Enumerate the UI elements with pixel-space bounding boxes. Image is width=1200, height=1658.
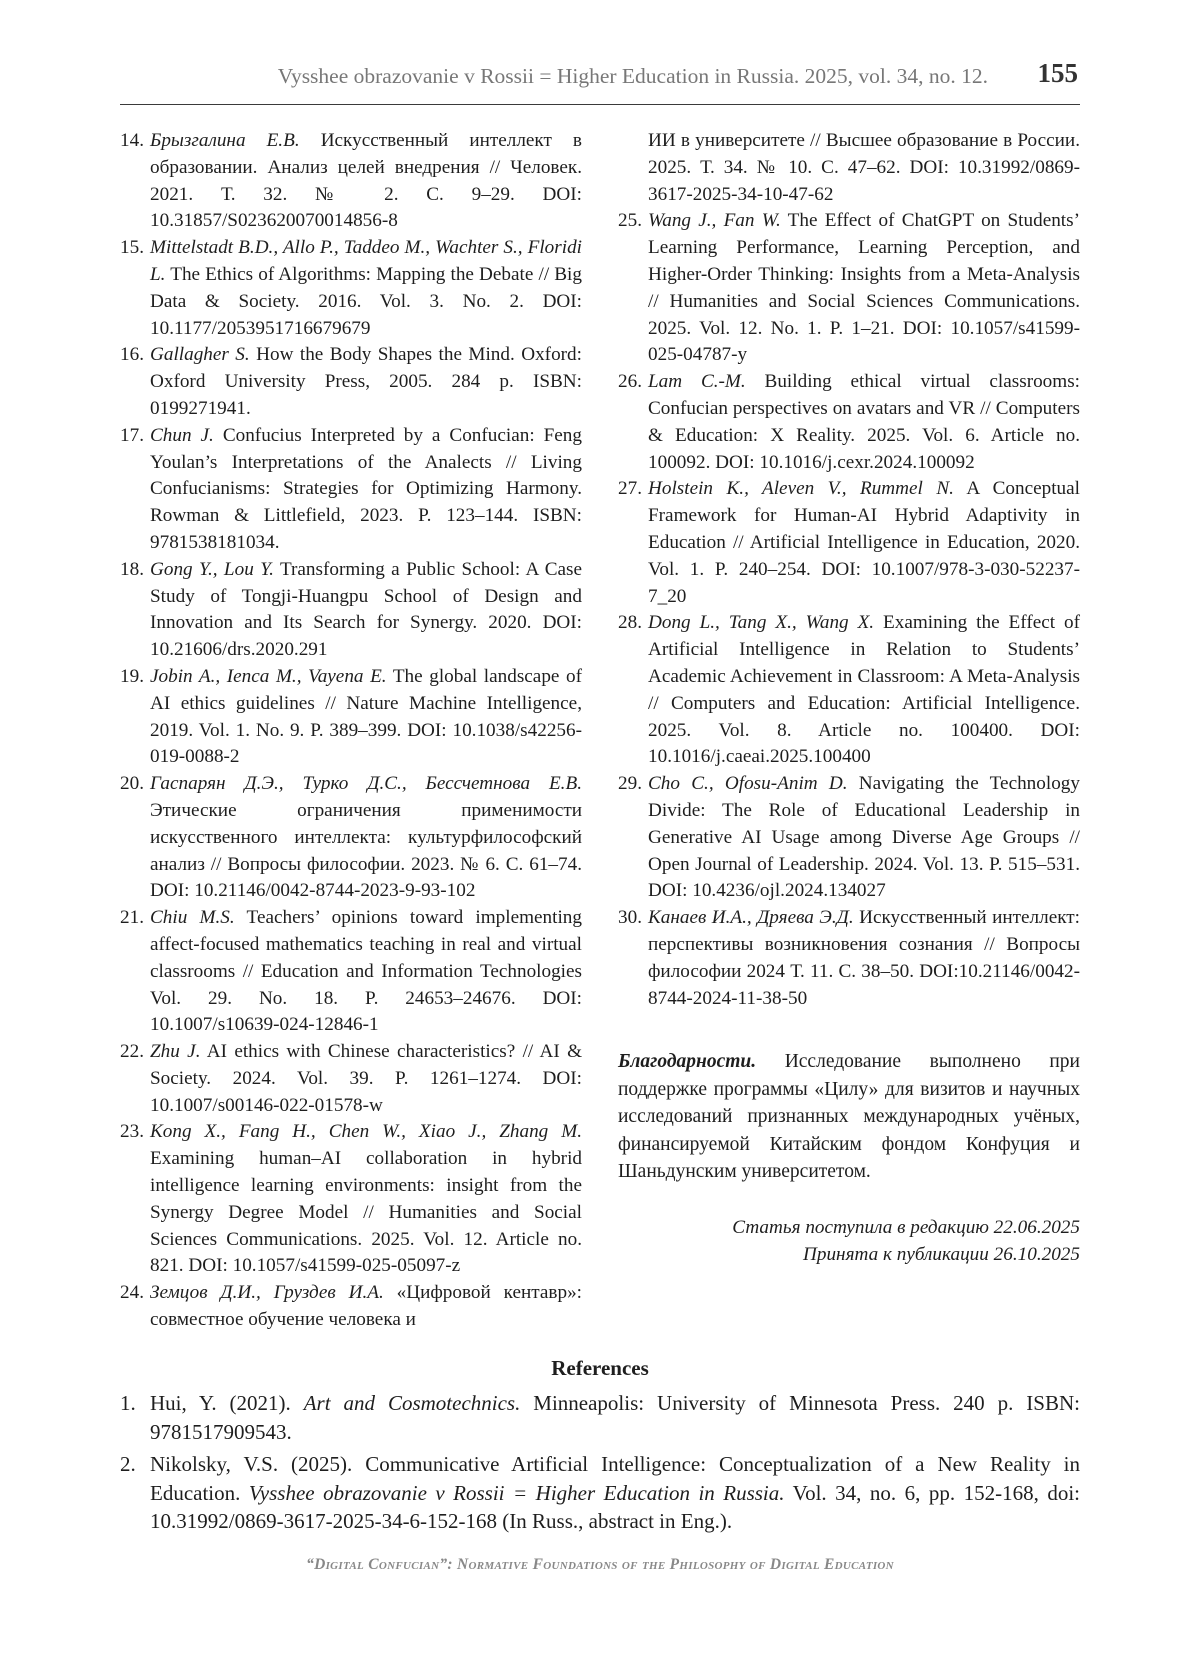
article-dates bbox=[618, 1214, 1080, 1268]
running-footer: “Digital Confucian”: Normative Foundations of the Philosophy of Digital Education bbox=[306, 1556, 894, 1573]
accepted-date: Принята к публикации 26.10.2025 bbox=[803, 1243, 1080, 1265]
reference-item: 19. Jobin A., Ienca M., Vayena E. The global landscape of AI ethics guidelines // Nature Machine Intelligence, 2019. Vol. 1. No. 9. P. 389–399. DOI: 10.1038/s42256-019-0088-2 bbox=[120, 665, 582, 768]
reference-item: 25. Wang J., Fan W. The Effect of ChatGPT on Students’ Learning Performance, Learning Perception, and Higher-Order Thinking: Insights from a Meta-Analysis // Humanities and Social Sciences Communications. 2025. Vol. 12. No. 1. P. 1–21. DOI: 10.1057/s41599-025-04787-y bbox=[618, 210, 1080, 366]
reference-item: 18. Gong Y., Lou Y. Transforming a Public School: A Case Study of Tongji-Huangpu School of Design and Innovation and Its Search for Synergy. 2020. DOI: 10.21606/drs.2020.291 bbox=[120, 558, 582, 661]
received-date: Статья поступила в редакцию 22.06.2025 bbox=[732, 1216, 1080, 1238]
running-header bbox=[120, 58, 1080, 105]
reference-item: 21. Chiu M.S. Teachers’ opinions toward implementing affect-focused mathematics teaching in real and virtual classrooms // Education and Information Technologies Vol. 29. No. 18. P. 24653–24676. DOI: 10.1007/s10639-024-12846-1 bbox=[120, 907, 582, 1036]
reference-item: 17. Chun J. Confucius Interpreted by a Confucian: Feng Youlan’s Interpretations of the Analects // Living Confucianisms: Strategies for Optimizing Harmony. Rowman & Littlefield, 2023. P. 123–144. ISBN: 9781538181034. bbox=[120, 424, 582, 553]
acknowledgments-title: Благодарности. bbox=[618, 1051, 757, 1073]
page-number: 155 bbox=[1037, 58, 1078, 88]
reference-item: 2. Nikolsky, V.S. (2025). Communicative Artificial Intelligence: Conceptualization of a New Reality in Education. Vysshee obrazovanie v Rossii = Higher Education in Russia. Vol. 34, no. 6, pp. 152-168, doi: 10.31992/0869-3617-2025-34-6-152-168 (In Russ., abstract in Eng.). bbox=[120, 1452, 1081, 1533]
reference-item: 27. Holstein K., Aleven V., Rummel N. A Conceptual Framework for Human-AI Hybrid Adaptivity in Education // Artificial Intelligence in Education, 2020. Vol. 1. P. 240–254. DOI: 10.1007/978-3-030-52237-7_20 bbox=[618, 478, 1081, 607]
left-column bbox=[120, 128, 582, 1334]
reference-item: 30. Канаев И.А., Дряева Э.Д. Искусственный интеллект: перспективы возникновения сознания // Вопросы философии 2024 Т. 11. С. 38–50. DOI:10.21146/0042-8744-2024-11-38-50 bbox=[618, 907, 1080, 1009]
reference-item: 15. Mittelstadt B.D., Allo P., Taddeo M., Wachter S., Floridi L. The Ethics of Algorithms: Mapping the Debate // Big Data & Society. 2016. Vol. 3. No. 2. DOI: 10.1177/2053951716679679 bbox=[120, 237, 582, 339]
reference-item: 14. Брызгалина Е.В. Искусственный интеллект в образовании. Анализ целей внедрения // Человек. 2021. Т. 32. № 2. С. 9–29. DOI: 10.31857/S023620070014856-8 bbox=[120, 130, 582, 232]
acknowledgments bbox=[618, 1048, 1080, 1186]
right-column bbox=[618, 128, 1080, 1268]
reference-item: 22. Zhu J. AI ethics with Chinese characteristics? // AI & Society. 2024. Vol. 39. P. 1261–1274. DOI: 10.1007/s00146-022-01578-w bbox=[120, 1041, 582, 1116]
reference-item: 26. Lam C.-M. Building ethical virtual classrooms: Confucian perspectives on avatars and VR // Computers & Education: X Reality. 2025. Vol. 6. Article no. 100092. DOI: 10.1016/j.cexr.2024.100092 bbox=[618, 371, 1080, 473]
reference-item: 23. Kong X., Fang H., Chen W., Xiao J., Zhang M. Examining human–AI collaboration in hybrid intelligence learning environments: insight from the Synergy Degree Model // Humanities and Social Sciences Communications. 2025. Vol. 12. Article no. 821. DOI: 10.1057/s41599-025-05097-z bbox=[120, 1121, 582, 1277]
reference-item: 20. Гаспарян Д.Э., Турко Д.С., Бессчетнова Е.В. Этические ограничения применимости искусственного интеллекта: культурфилософский анализ // Вопросы философии. 2023. № 6. С. 61–74. DOI: 10.21146/0042-8744-2023-9-93-102 bbox=[120, 773, 582, 902]
acknowledgments-text: Исследование выполнено при поддержке программы «Цилу» для визитов и научных исследований признанных международных учёных, финансируемой Китайским фондом Конфуция и Шаньдунским университетом. bbox=[618, 1051, 1080, 1183]
reference-item: 29. Cho C., Ofosu-Anim D. Navigating the Technology Divide: The Role of Educational Leadership in Generative AI Usage among Diverse Age Groups // Open Journal of Leadership. 2024. Vol. 13. P. 515–531. DOI: 10.4236/ojl.2024.134027 bbox=[618, 773, 1080, 902]
reference-continuation: ИИ в университете // Высшее образование в России. 2025. Т. 34. № 10. С. 47–62. DOI: 10.31992/0869-3617-2025-34-10-47-62 bbox=[648, 130, 1080, 205]
reference-item: 16. Gallagher S. How the Body Shapes the Mind. Oxford: Oxford University Press, 2005. 284 p. ISBN: 0199271941. bbox=[120, 344, 582, 419]
reference-item: 1. Hui, Y. (2021). Art and Cosmotechnics. Minneapolis: University of Minnesota Press. 240 p. ISBN: 9781517909543. bbox=[120, 1391, 1080, 1444]
reference-item: 28. Dong L., Tang X., Wang X. Examining the Effect of Artificial Intelligence in Relation to Students’ Academic Achievement in Classroom: A Meta-Analysis // Computers and Education: Artificial Intelligence. 2025. Vol. 8. Article no. 100400. DOI: 10.1016/j.caeai.2025.100400 bbox=[618, 612, 1080, 768]
reference-item: 24. Земцов Д.И., Груздев И.А. «Цифровой кентавр»: совместное обучение человека и bbox=[120, 1282, 582, 1331]
references-title: References bbox=[551, 1356, 649, 1380]
references-section bbox=[120, 1356, 1080, 1540]
journal-title: Vysshee obrazovanie v Rossii = Higher Education in Russia. 2025, vol. 34, no. 12. bbox=[277, 64, 988, 88]
